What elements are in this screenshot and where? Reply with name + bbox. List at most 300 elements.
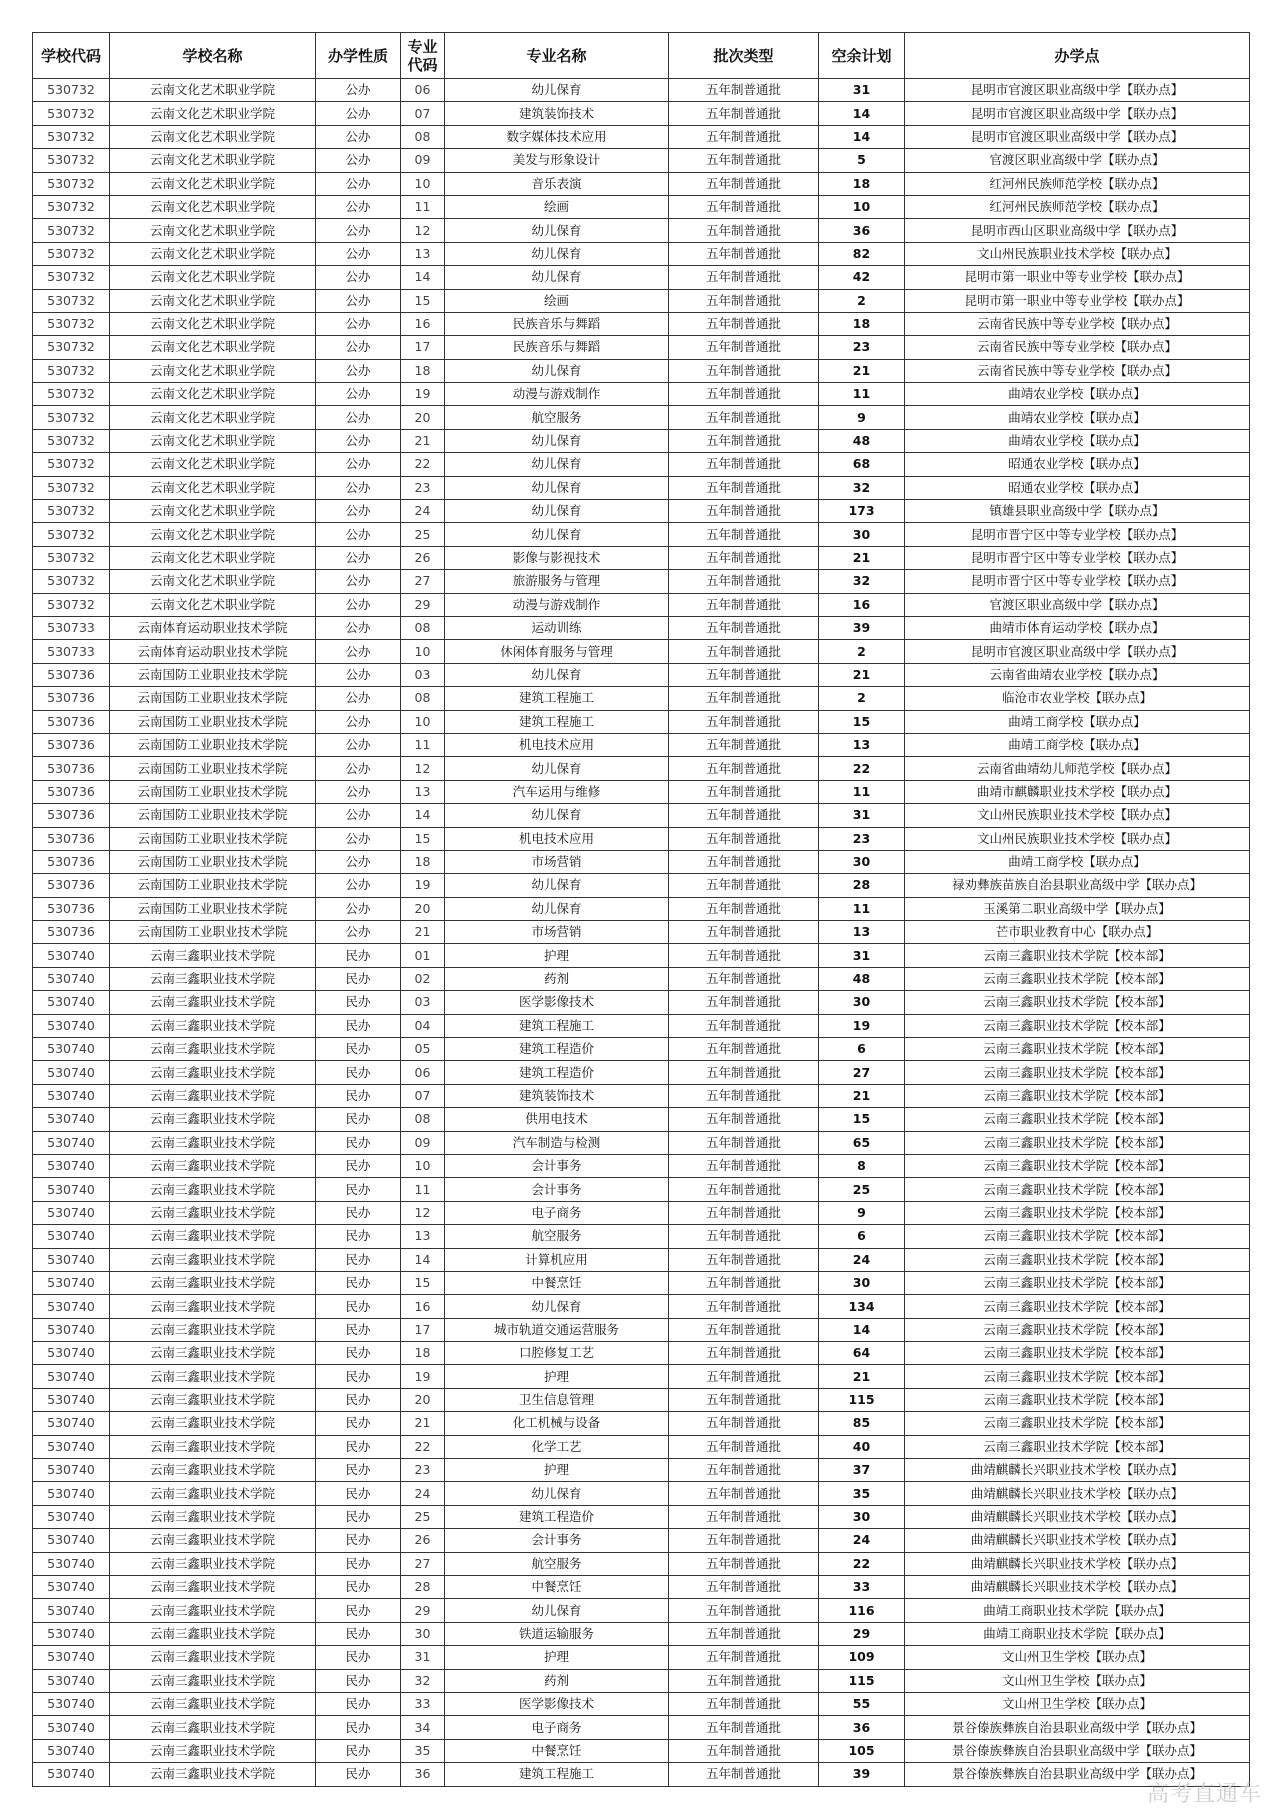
table-row (33, 289, 1250, 312)
cell-major-code: 12 (401, 757, 445, 780)
cell-major-name: 幼儿保育 (445, 429, 669, 452)
cell-plan: 28 (819, 874, 905, 897)
cell-school-name: 云南文化艺术职业学院 (110, 242, 316, 265)
cell-location: 云南三鑫职业技术学院【校本部】 (905, 1271, 1250, 1294)
cell-plan: 36 (819, 1716, 905, 1739)
cell-plan: 39 (819, 1763, 905, 1786)
cell-plan: 33 (819, 1576, 905, 1599)
cell-nature: 公办 (316, 897, 401, 920)
cell-major-name: 中餐烹饪 (445, 1576, 669, 1599)
cell-school-code: 530740 (33, 1646, 110, 1669)
table-row (33, 1248, 1250, 1271)
cell-major-code: 22 (401, 1435, 445, 1458)
cell-school-name: 云南三鑫职业技术学院 (110, 1669, 316, 1692)
table-row (33, 710, 1250, 733)
cell-nature: 公办 (316, 429, 401, 452)
cell-nature: 公办 (316, 359, 401, 382)
cell-plan: 14 (819, 102, 905, 125)
cell-major-name: 幼儿保育 (445, 453, 669, 476)
cell-location: 云南省民族中等专业学校【联办点】 (905, 336, 1250, 359)
cell-plan: 11 (819, 780, 905, 803)
cell-batch: 五年制普通批 (669, 1178, 819, 1201)
cell-school-name: 云南文化艺术职业学院 (110, 266, 316, 289)
cell-nature: 民办 (316, 1295, 401, 1318)
cell-location: 曲靖麒麟长兴职业技术学校【联办点】 (905, 1482, 1250, 1505)
cell-nature: 公办 (316, 663, 401, 686)
cell-nature: 民办 (316, 1505, 401, 1528)
cell-plan: 6 (819, 1225, 905, 1248)
cell-major-name: 幼儿保育 (445, 1295, 669, 1318)
cell-major-name: 幼儿保育 (445, 476, 669, 499)
table-row (33, 312, 1250, 335)
cell-major-name: 旅游服务与管理 (445, 570, 669, 593)
cell-nature: 公办 (316, 172, 401, 195)
cell-location: 云南三鑫职业技术学院【校本部】 (905, 1038, 1250, 1061)
cell-batch: 五年制普通批 (669, 1365, 819, 1388)
cell-nature: 民办 (316, 1576, 401, 1599)
cell-nature: 民办 (316, 1038, 401, 1061)
cell-major-name: 护理 (445, 944, 669, 967)
cell-school-name: 云南三鑫职业技术学院 (110, 1225, 316, 1248)
cell-nature: 公办 (316, 79, 401, 102)
cell-major-code: 17 (401, 1318, 445, 1341)
cell-major-name: 幼儿保育 (445, 897, 669, 920)
cell-school-name: 云南国防工业职业技术学院 (110, 687, 316, 710)
cell-school-code: 530736 (33, 897, 110, 920)
cell-school-code: 530740 (33, 1529, 110, 1552)
cell-major-name: 护理 (445, 1459, 669, 1482)
cell-nature: 公办 (316, 804, 401, 827)
cell-batch: 五年制普通批 (669, 1505, 819, 1528)
cell-school-name: 云南三鑫职业技术学院 (110, 1061, 316, 1084)
table-row (33, 1084, 1250, 1107)
cell-plan: 109 (819, 1646, 905, 1669)
table-row (33, 406, 1250, 429)
cell-school-name: 云南国防工业职业技术学院 (110, 850, 316, 873)
cell-school-code: 530732 (33, 570, 110, 593)
cell-location: 昆明市晋宁区中等专业学校【联办点】 (905, 570, 1250, 593)
cell-major-name: 建筑工程施工 (445, 710, 669, 733)
cell-plan: 32 (819, 570, 905, 593)
cell-school-name: 云南文化艺术职业学院 (110, 453, 316, 476)
cell-batch: 五年制普通批 (669, 1388, 819, 1411)
cell-location: 禄劝彝族苗族自治县职业高级中学【联办点】 (905, 874, 1250, 897)
table-row (33, 523, 1250, 546)
table-row (33, 1131, 1250, 1154)
cell-major-code: 19 (401, 383, 445, 406)
cell-plan: 116 (819, 1599, 905, 1622)
cell-school-name: 云南文化艺术职业学院 (110, 500, 316, 523)
cell-major-name: 机电技术应用 (445, 827, 669, 850)
table-row (33, 102, 1250, 125)
cell-major-name: 建筑工程造价 (445, 1061, 669, 1084)
cell-major-code: 18 (401, 1342, 445, 1365)
cell-location: 曲靖农业学校【联办点】 (905, 429, 1250, 452)
cell-batch: 五年制普通批 (669, 102, 819, 125)
table-row (33, 921, 1250, 944)
cell-major-code: 14 (401, 266, 445, 289)
cell-nature: 公办 (316, 289, 401, 312)
cell-school-name: 云南三鑫职业技术学院 (110, 1739, 316, 1762)
cell-batch: 五年制普通批 (669, 125, 819, 148)
cell-batch: 五年制普通批 (669, 687, 819, 710)
cell-school-name: 云南三鑫职业技术学院 (110, 1716, 316, 1739)
cell-major-name: 建筑装饰技术 (445, 102, 669, 125)
cell-location: 云南三鑫职业技术学院【校本部】 (905, 1014, 1250, 1037)
cell-plan: 68 (819, 453, 905, 476)
cell-plan: 115 (819, 1388, 905, 1411)
table-row (33, 874, 1250, 897)
cell-major-code: 06 (401, 1061, 445, 1084)
cell-major-code: 14 (401, 804, 445, 827)
cell-school-name: 云南三鑫职业技术学院 (110, 1154, 316, 1177)
cell-nature: 公办 (316, 570, 401, 593)
cell-batch: 五年制普通批 (669, 593, 819, 616)
table-row (33, 1201, 1250, 1224)
cell-location: 云南三鑫职业技术学院【校本部】 (905, 967, 1250, 990)
cell-plan: 13 (819, 921, 905, 944)
cell-major-name: 药剂 (445, 1669, 669, 1692)
cell-school-code: 530740 (33, 1669, 110, 1692)
cell-school-name: 云南三鑫职业技术学院 (110, 1365, 316, 1388)
cell-location: 文山州卫生学校【联办点】 (905, 1646, 1250, 1669)
cell-plan: 23 (819, 336, 905, 359)
cell-nature: 公办 (316, 476, 401, 499)
cell-major-name: 绘画 (445, 195, 669, 218)
cell-batch: 五年制普通批 (669, 1108, 819, 1131)
cell-major-name: 建筑工程施工 (445, 1014, 669, 1037)
cell-plan: 6 (819, 1038, 905, 1061)
cell-school-name: 云南文化艺术职业学院 (110, 102, 316, 125)
cell-batch: 五年制普通批 (669, 1646, 819, 1669)
cell-school-name: 云南文化艺术职业学院 (110, 312, 316, 335)
cell-major-code: 31 (401, 1646, 445, 1669)
cell-plan: 30 (819, 991, 905, 1014)
cell-major-code: 32 (401, 1669, 445, 1692)
cell-plan: 13 (819, 733, 905, 756)
cell-school-code: 530740 (33, 1201, 110, 1224)
cell-batch: 五年制普通批 (669, 1739, 819, 1762)
cell-plan: 18 (819, 312, 905, 335)
cell-location: 云南三鑫职业技术学院【校本部】 (905, 1435, 1250, 1458)
cell-school-code: 530740 (33, 1318, 110, 1341)
cell-nature: 公办 (316, 640, 401, 663)
cell-school-name: 云南三鑫职业技术学院 (110, 967, 316, 990)
table-row (33, 1295, 1250, 1318)
cell-school-code: 530740 (33, 1763, 110, 1786)
cell-school-name: 云南国防工业职业技术学院 (110, 804, 316, 827)
cell-major-name: 建筑工程造价 (445, 1505, 669, 1528)
cell-location: 云南三鑫职业技术学院【校本部】 (905, 944, 1250, 967)
cell-location: 昆明市西山区职业高级中学【联办点】 (905, 219, 1250, 242)
cell-batch: 五年制普通批 (669, 944, 819, 967)
cell-school-code: 530740 (33, 1505, 110, 1528)
cell-location: 曲靖麒麟长兴职业技术学校【联办点】 (905, 1505, 1250, 1528)
cell-major-code: 26 (401, 546, 445, 569)
cell-school-name: 云南文化艺术职业学院 (110, 546, 316, 569)
cell-school-name: 云南文化艺术职业学院 (110, 195, 316, 218)
cell-major-name: 民族音乐与舞蹈 (445, 336, 669, 359)
cell-batch: 五年制普通批 (669, 1459, 819, 1482)
cell-major-code: 12 (401, 219, 445, 242)
cell-major-name: 幼儿保育 (445, 219, 669, 242)
table-row (33, 640, 1250, 663)
cell-major-code: 33 (401, 1692, 445, 1715)
cell-school-code: 530736 (33, 874, 110, 897)
cell-batch: 五年制普通批 (669, 733, 819, 756)
cell-location: 昆明市晋宁区中等专业学校【联办点】 (905, 546, 1250, 569)
cell-plan: 40 (819, 1435, 905, 1458)
cell-school-code: 530736 (33, 827, 110, 850)
table-row (33, 593, 1250, 616)
cell-batch: 五年制普通批 (669, 991, 819, 1014)
table-row (33, 967, 1250, 990)
cell-school-name: 云南国防工业职业技术学院 (110, 710, 316, 733)
cell-location: 景谷傣族彝族自治县职业高级中学【联办点】 (905, 1739, 1250, 1762)
cell-school-code: 530736 (33, 757, 110, 780)
cell-school-name: 云南三鑫职业技术学院 (110, 1505, 316, 1528)
table-row (33, 1739, 1250, 1762)
cell-school-name: 云南三鑫职业技术学院 (110, 1763, 316, 1786)
cell-school-name: 云南三鑫职业技术学院 (110, 1529, 316, 1552)
cell-major-code: 08 (401, 687, 445, 710)
cell-plan: 134 (819, 1295, 905, 1318)
cell-school-name: 云南国防工业职业技术学院 (110, 827, 316, 850)
cell-school-code: 530740 (33, 991, 110, 1014)
cell-location: 云南省民族中等专业学校【联办点】 (905, 359, 1250, 382)
cell-school-code: 530732 (33, 149, 110, 172)
cell-plan: 64 (819, 1342, 905, 1365)
cell-nature: 公办 (316, 616, 401, 639)
cell-batch: 五年制普通批 (669, 640, 819, 663)
cell-school-code: 530740 (33, 1295, 110, 1318)
cell-plan: 8 (819, 1154, 905, 1177)
table-row (33, 1599, 1250, 1622)
cell-major-name: 运动训练 (445, 616, 669, 639)
cell-major-code: 27 (401, 570, 445, 593)
cell-location: 曲靖工商学校【联办点】 (905, 710, 1250, 733)
cell-plan: 31 (819, 79, 905, 102)
cell-plan: 85 (819, 1412, 905, 1435)
cell-school-name: 云南文化艺术职业学院 (110, 593, 316, 616)
cell-batch: 五年制普通批 (669, 1154, 819, 1177)
cell-batch: 五年制普通批 (669, 1622, 819, 1645)
cell-plan: 9 (819, 1201, 905, 1224)
table-row (33, 266, 1250, 289)
cell-batch: 五年制普通批 (669, 1669, 819, 1692)
table-row (33, 195, 1250, 218)
cell-location: 曲靖农业学校【联办点】 (905, 406, 1250, 429)
cell-nature: 民办 (316, 1365, 401, 1388)
cell-location: 云南三鑫职业技术学院【校本部】 (905, 1225, 1250, 1248)
cell-major-name: 影像与影视技术 (445, 546, 669, 569)
table-row (33, 242, 1250, 265)
cell-location: 曲靖市体育运动学校【联办点】 (905, 616, 1250, 639)
cell-location: 云南省曲靖幼儿师范学校【联办点】 (905, 757, 1250, 780)
cell-major-code: 10 (401, 710, 445, 733)
table-row (33, 1014, 1250, 1037)
cell-nature: 民办 (316, 1412, 401, 1435)
cell-plan: 65 (819, 1131, 905, 1154)
cell-school-name: 云南体育运动职业技术学院 (110, 616, 316, 639)
cell-major-name: 幼儿保育 (445, 804, 669, 827)
cell-major-code: 24 (401, 1482, 445, 1505)
cell-batch: 五年制普通批 (669, 1084, 819, 1107)
cell-plan: 36 (819, 219, 905, 242)
cell-major-code: 08 (401, 1108, 445, 1131)
cell-plan: 24 (819, 1248, 905, 1271)
cell-major-code: 30 (401, 1622, 445, 1645)
table-row (33, 1342, 1250, 1365)
table-row (33, 1061, 1250, 1084)
cell-nature: 民办 (316, 944, 401, 967)
cell-school-code: 530732 (33, 476, 110, 499)
cell-major-code: 14 (401, 1248, 445, 1271)
cell-nature: 民办 (316, 1529, 401, 1552)
cell-plan: 30 (819, 1271, 905, 1294)
cell-major-name: 会计事务 (445, 1178, 669, 1201)
cell-major-name: 幼儿保育 (445, 1482, 669, 1505)
cell-plan: 115 (819, 1669, 905, 1692)
cell-school-name: 云南文化艺术职业学院 (110, 149, 316, 172)
cell-school-code: 530732 (33, 336, 110, 359)
cell-location: 昭通农业学校【联办点】 (905, 476, 1250, 499)
cell-plan: 37 (819, 1459, 905, 1482)
cell-nature: 公办 (316, 500, 401, 523)
cell-school-code: 530740 (33, 1248, 110, 1271)
cell-location: 昆明市第一职业中等专业学校【联办点】 (905, 266, 1250, 289)
cell-school-name: 云南三鑫职业技术学院 (110, 1692, 316, 1715)
cell-school-code: 530732 (33, 546, 110, 569)
cell-school-code: 530732 (33, 593, 110, 616)
cell-major-name: 建筑工程施工 (445, 1763, 669, 1786)
table-row (33, 757, 1250, 780)
cell-school-name: 云南三鑫职业技术学院 (110, 1014, 316, 1037)
cell-batch: 五年制普通批 (669, 897, 819, 920)
cell-batch: 五年制普通批 (669, 453, 819, 476)
cell-major-name: 护理 (445, 1646, 669, 1669)
cell-school-name: 云南国防工业职业技术学院 (110, 733, 316, 756)
table-row (33, 827, 1250, 850)
cell-nature: 民办 (316, 1459, 401, 1482)
cell-major-name: 航空服务 (445, 1225, 669, 1248)
cell-major-code: 18 (401, 359, 445, 382)
cell-plan: 22 (819, 757, 905, 780)
cell-batch: 五年制普通批 (669, 546, 819, 569)
cell-batch: 五年制普通批 (669, 1201, 819, 1224)
cell-location: 云南三鑫职业技术学院【校本部】 (905, 1061, 1250, 1084)
cell-batch: 五年制普通批 (669, 1692, 819, 1715)
cell-school-code: 530732 (33, 453, 110, 476)
cell-major-code: 25 (401, 1505, 445, 1528)
cell-location: 云南三鑫职业技术学院【校本部】 (905, 1295, 1250, 1318)
cell-batch: 五年制普通批 (669, 219, 819, 242)
cell-school-code: 530740 (33, 1599, 110, 1622)
cell-school-name: 云南国防工业职业技术学院 (110, 757, 316, 780)
cell-batch: 五年制普通批 (669, 242, 819, 265)
cell-major-code: 18 (401, 850, 445, 873)
table-row (33, 1271, 1250, 1294)
cell-nature: 民办 (316, 1248, 401, 1271)
cell-major-name: 药剂 (445, 967, 669, 990)
cell-school-name: 云南文化艺术职业学院 (110, 336, 316, 359)
cell-school-code: 530736 (33, 780, 110, 803)
cell-school-code: 530732 (33, 500, 110, 523)
cell-school-code: 530740 (33, 1108, 110, 1131)
cell-nature: 民办 (316, 1646, 401, 1669)
cell-school-code: 530732 (33, 383, 110, 406)
cell-school-name: 云南国防工业职业技术学院 (110, 897, 316, 920)
cell-school-code: 530733 (33, 640, 110, 663)
cell-major-name: 电子商务 (445, 1716, 669, 1739)
cell-location: 曲靖麒麟长兴职业技术学校【联办点】 (905, 1552, 1250, 1575)
cell-major-name: 汽车制造与检测 (445, 1131, 669, 1154)
cell-location: 云南三鑫职业技术学院【校本部】 (905, 991, 1250, 1014)
cell-major-code: 11 (401, 1178, 445, 1201)
cell-batch: 五年制普通批 (669, 1271, 819, 1294)
cell-major-code: 12 (401, 1201, 445, 1224)
cell-school-code: 530736 (33, 850, 110, 873)
cell-school-code: 530740 (33, 1622, 110, 1645)
cell-nature: 公办 (316, 593, 401, 616)
cell-school-name: 云南文化艺术职业学院 (110, 172, 316, 195)
cell-school-name: 云南三鑫职业技术学院 (110, 1482, 316, 1505)
table-row (33, 944, 1250, 967)
cell-nature: 民办 (316, 1739, 401, 1762)
cell-nature: 民办 (316, 1388, 401, 1411)
cell-nature: 公办 (316, 336, 401, 359)
cell-major-name: 会计事务 (445, 1154, 669, 1177)
cell-major-name: 机电技术应用 (445, 733, 669, 756)
cell-school-code: 530732 (33, 242, 110, 265)
table-row (33, 1388, 1250, 1411)
cell-batch: 五年制普通批 (669, 1014, 819, 1037)
cell-major-name: 航空服务 (445, 1552, 669, 1575)
cell-school-name: 云南国防工业职业技术学院 (110, 921, 316, 944)
cell-major-name: 化学工艺 (445, 1435, 669, 1458)
cell-school-name: 云南文化艺术职业学院 (110, 476, 316, 499)
cell-major-code: 26 (401, 1529, 445, 1552)
table-row (33, 663, 1250, 686)
cell-school-code: 530732 (33, 429, 110, 452)
cell-batch: 五年制普通批 (669, 1482, 819, 1505)
cell-school-name: 云南三鑫职业技术学院 (110, 1295, 316, 1318)
cell-school-code: 530740 (33, 1084, 110, 1107)
cell-location: 云南省民族中等专业学校【联办点】 (905, 312, 1250, 335)
cell-nature: 公办 (316, 406, 401, 429)
cell-nature: 民办 (316, 1131, 401, 1154)
cell-major-name: 数字媒体技术应用 (445, 125, 669, 148)
cell-batch: 五年制普通批 (669, 1716, 819, 1739)
cell-plan: 9 (819, 406, 905, 429)
table-row (33, 219, 1250, 242)
cell-major-name: 市场营销 (445, 850, 669, 873)
cell-school-name: 云南文化艺术职业学院 (110, 523, 316, 546)
cell-major-code: 16 (401, 312, 445, 335)
cell-plan: 35 (819, 1482, 905, 1505)
cell-major-code: 36 (401, 1763, 445, 1786)
table-row (33, 733, 1250, 756)
table-row (33, 500, 1250, 523)
cell-school-name: 云南三鑫职业技术学院 (110, 1248, 316, 1271)
cell-major-name: 供用电技术 (445, 1108, 669, 1131)
cell-nature: 公办 (316, 850, 401, 873)
table-row (33, 1459, 1250, 1482)
cell-major-code: 10 (401, 1154, 445, 1177)
table-row (33, 172, 1250, 195)
cell-location: 云南三鑫职业技术学院【校本部】 (905, 1248, 1250, 1271)
cell-major-code: 19 (401, 874, 445, 897)
